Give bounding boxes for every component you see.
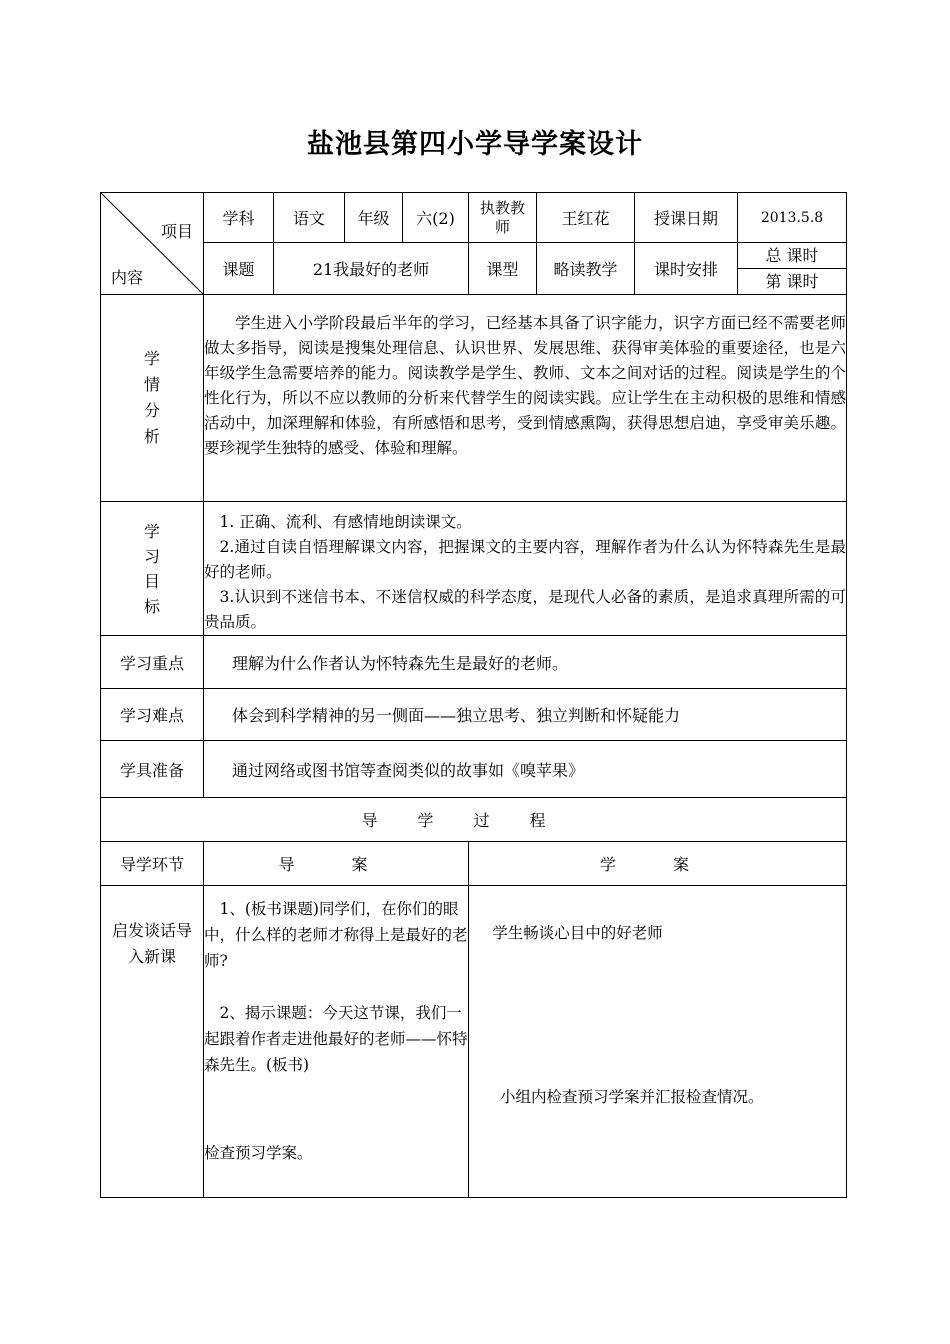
- difficulty-label: 学习难点: [101, 689, 204, 741]
- study-step: 学生畅谈心目中的好老师: [492, 924, 663, 942]
- analysis-label: [101, 295, 204, 502]
- goals-label: [101, 502, 204, 636]
- key-point-label: 学习重点: [101, 636, 204, 689]
- subject-value: 语文: [274, 193, 345, 243]
- type-label: 课型: [469, 243, 537, 295]
- type-value: 略读教学: [537, 243, 635, 295]
- item-label: 项目: [160, 222, 193, 241]
- diagonal-header-cell: [101, 193, 204, 295]
- guide-step: 检查预习学案。: [204, 1144, 313, 1162]
- guide-step: 1、(板书课题)同学们，在你们的眼中，什么样的老师才称得上是最好的老师?: [204, 900, 468, 970]
- study-cell: [469, 886, 847, 1198]
- schedule-values: [738, 243, 847, 295]
- goal-item: 1. 正确、流利、有感情地朗读课文。: [219, 513, 472, 531]
- stage-name: 启发谈话导入新课: [101, 886, 204, 1198]
- goals-label-text: 学习目标: [144, 521, 161, 616]
- grade-label: 年级: [345, 193, 403, 243]
- date-label: 授课日期: [635, 193, 738, 243]
- process-heading: 导学过程: [101, 798, 847, 842]
- study-column-header: 学 案: [469, 842, 847, 886]
- guide-cell: [204, 886, 469, 1198]
- tools-label: 学具准备: [101, 741, 204, 798]
- goal-item: 2.通过自读自悟理解课文内容，把握课文的主要内容，理解作者为什么认为怀特森先生是最好的老师。: [204, 538, 846, 581]
- key-point-text: 理解为什么作者认为怀特森先生是最好的老师。: [204, 636, 847, 689]
- goals-list: [204, 502, 847, 636]
- stage-column-header: 导学环节: [101, 842, 204, 886]
- subject-label: 学科: [204, 193, 274, 243]
- tools-text: 通过网络或图书馆等查阅类似的故事如《嗅苹果》: [204, 741, 847, 798]
- lesson-plan-table: [100, 192, 847, 1198]
- grade-value: 六(2): [403, 193, 469, 243]
- guide-step: 2、揭示课题：今天这节课，我们一起跟着作者走进他最好的老师——怀特森先生。(板书): [204, 1004, 468, 1074]
- page-title: 盐池县第四小学导学案设计: [307, 129, 643, 160]
- content-label: 内容: [111, 268, 144, 287]
- date-value: 2013.5.8: [738, 193, 847, 243]
- topic-value: 21我最好的老师: [274, 243, 469, 295]
- study-step: 小组内检查预习学案并汇报检查情况。: [500, 1088, 764, 1106]
- teacher-value: 王红花: [537, 193, 635, 243]
- teacher-label: 执教教师: [469, 193, 537, 243]
- difficulty-text: 体会到科学精神的另一侧面——独立思考、独立判断和怀疑能力: [204, 689, 847, 741]
- analysis-label-text: 学情分析: [144, 349, 161, 446]
- analysis-text: 学生进入小学阶段最后半年的学习，已经基本具备了识字能力，识字方面已经不需要老师做太多指导，阅读是搜集处理信息、认识世界、发展思维、获得审美体验的重要途径，也是六年级学生急需要培养的能力。阅读教学是学生、教师、文本之间对话的过程。阅读是学生的个性化行为，所以不应以教师的分析来代替学生的阅读实践。应让学生在主动积极的思维和情感活动中，加深理解和体验，有所感悟和思考，受到情感熏陶，获得思想启迪，享受审美乐趣。要珍视学生独特的感受、体验和理解。: [204, 295, 847, 502]
- topic-label: 课题: [204, 243, 274, 295]
- schedule-total: 总 课时: [765, 246, 819, 265]
- goal-item: 3.认识到不迷信书本、不迷信权威的科学态度，是现代人必备的素质，是追求真理所需的可贵品质。: [204, 588, 846, 631]
- guide-column-header: 导 案: [204, 842, 469, 886]
- schedule-label: 课时安排: [635, 243, 738, 295]
- schedule-nth: 第 课时: [738, 268, 846, 294]
